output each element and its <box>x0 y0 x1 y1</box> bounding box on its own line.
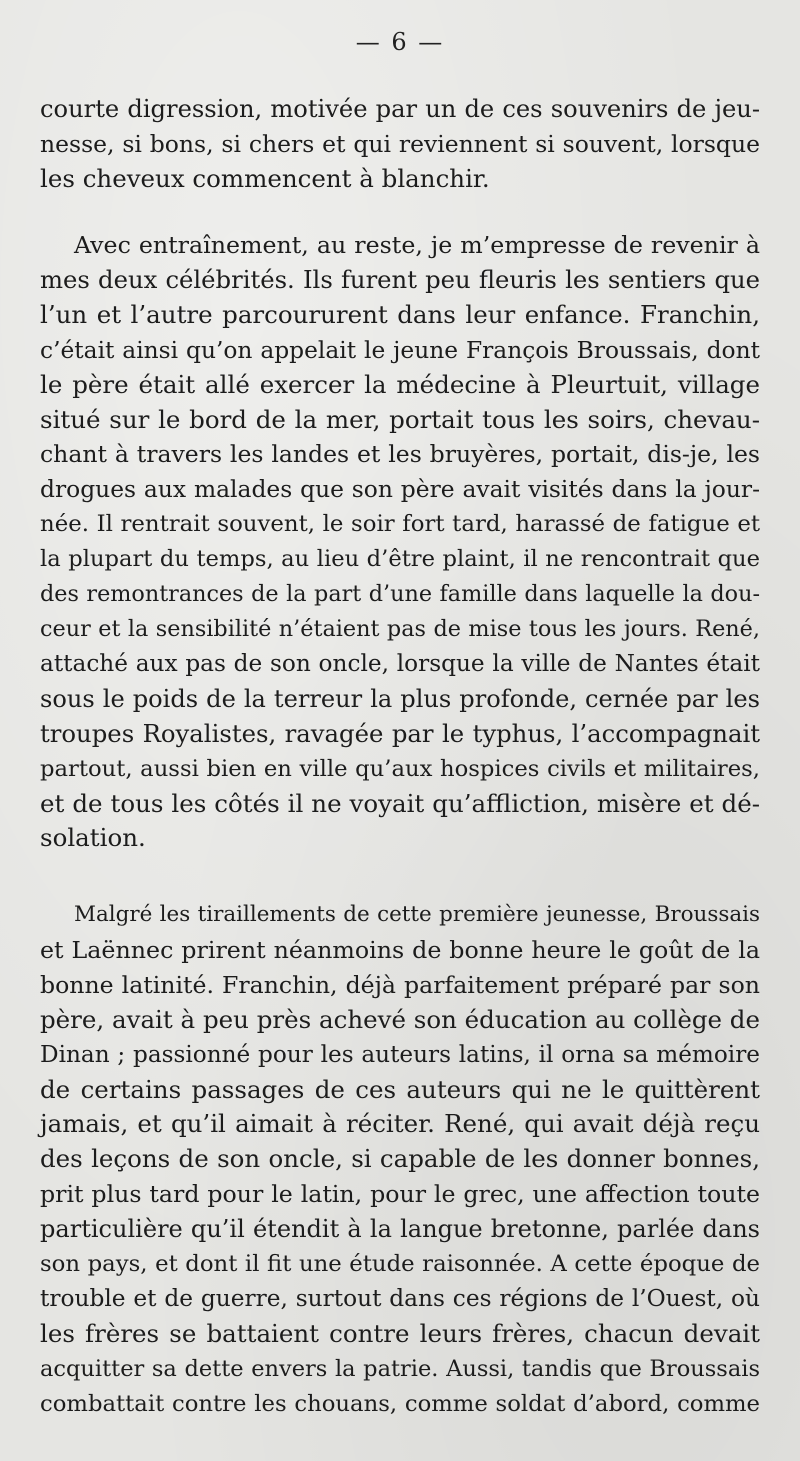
paragraph <box>40 898 760 1422</box>
text-line: des leçons de son oncle, si capable de les donner bonnes, <box>40 1144 760 1174</box>
text-line: acquitter sa dette envers la patrie. Aussi, tandis que Broussais <box>40 1355 760 1382</box>
text-line: bonne latinité. Franchin, déjà parfaitement préparé par son <box>40 970 760 999</box>
text-line: née. Il rentrait souvent, le soir fort tard, harassé de fatigue et <box>40 511 760 538</box>
text-line: l’un et l’autre parcoururent dans leur enfance. Franchin, <box>40 299 760 329</box>
text-line: les frères se battaient contre leurs frères, chacun devait <box>40 1318 760 1348</box>
text-line: la plupart du temps, au lieu d’être plaint, il ne rencontrait que <box>40 546 760 573</box>
text-line: troupes Royalistes, ravagée par le typhus, l’accompagnait <box>40 718 760 748</box>
text-line: de certains passages de ces auteurs qui ne le quittèrent <box>40 1074 760 1104</box>
text-line: chant à travers les landes et les bruyères, portait, dis-je, les <box>40 440 760 469</box>
text-line: son pays, et dont il fit une étude raisonnée. A cette époque de <box>40 1251 760 1278</box>
text-line: situé sur le bord de la mer, portait tous les soirs, chevau- <box>40 404 760 434</box>
text-line: sous le poids de la terreur la plus profonde, cernée par les <box>40 684 760 713</box>
text-line: mes deux célébrités. Ils furent peu fleuris les sentiers que <box>40 264 760 294</box>
text-line: attaché aux pas de son oncle, lorsque la ville de Nantes était <box>40 649 760 677</box>
text-line: Avec entraînement, au reste, je m’empresse de revenir à <box>74 231 760 259</box>
text-line: Malgré les tiraillements de cette première jeunesse, Broussais <box>74 902 760 927</box>
text-line: le père était allé exercer la médecine à Pleurtuit, village <box>40 369 760 399</box>
text-line: courte digression, motivée par un de ces souvenirs de jeu- <box>40 95 760 123</box>
text-line: trouble et de guerre, surtout dans ces régions de l’Ouest, où <box>40 1284 760 1312</box>
paragraph <box>40 92 760 197</box>
page-number: — 6 — <box>355 28 445 56</box>
text-line: jamais, et qu’il aimait à réciter. René, qui avait déjà reçu <box>40 1109 760 1139</box>
text-line: partout, aussi bien en ville qu’aux hospices civils et militaires, <box>40 755 760 782</box>
text-line: ceur et la sensibilité n’étaient pas de mise tous les jours. René, <box>40 615 760 642</box>
text-line: père, avait à peu près achevé son éducation au collège de <box>40 1004 760 1034</box>
text-line: et de tous les côtés il ne voyait qu’affliction, misère et dé- <box>40 788 760 818</box>
text-line: combattait contre les chouans, comme soldat d’abord, comme <box>40 1390 760 1417</box>
text-line: solation. <box>40 823 146 853</box>
text-line: nesse, si bons, si chers et qui reviennent si souvent, lorsque <box>40 129 760 158</box>
text-line: Dinan ; passionné pour les auteurs latins, il orna sa mémoire <box>40 1040 760 1068</box>
text-line: drogues aux malades que son père avait visités dans la jour- <box>40 475 760 504</box>
text-line: et Laënnec prirent néanmoins de bonne heure le goût de la <box>40 935 760 964</box>
text-line: les cheveux commencent à blanchir. <box>40 163 490 193</box>
text-line: des remontrances de la part d’une famille dans laquelle la dou- <box>40 581 760 608</box>
text-line: prit plus tard pour le latin, pour le grec, une affection toute <box>40 1180 760 1209</box>
text-line: c’était ainsi qu’on appelait le jeune François Broussais, dont <box>40 335 760 364</box>
text-line: particulière qu’il étendit à la langue bretonne, parlée dans <box>40 1215 760 1244</box>
paragraph <box>40 228 760 856</box>
